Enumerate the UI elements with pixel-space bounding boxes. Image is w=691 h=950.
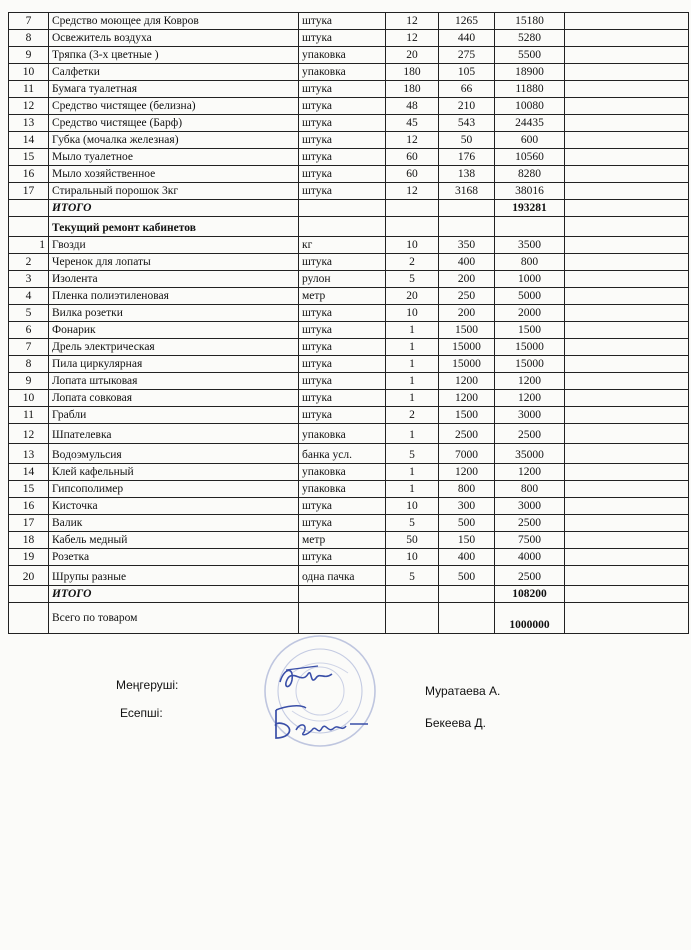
row-number: 7 — [9, 13, 49, 30]
item-price: 350 — [439, 237, 495, 254]
item-quantity: 48 — [386, 98, 439, 115]
row-number: 16 — [9, 498, 49, 515]
item-name: Средство моющее для Ковров — [49, 13, 299, 30]
item-total: 2500 — [495, 566, 565, 586]
item-name: Освежитель воздуха — [49, 30, 299, 47]
item-quantity: 12 — [386, 132, 439, 149]
item-name: Кабель медный — [49, 532, 299, 549]
item-total: 15180 — [495, 13, 565, 30]
item-unit: упаковка — [299, 64, 386, 81]
item-unit: штука — [299, 549, 386, 566]
accountant-label: Есепші: — [120, 706, 163, 720]
item-name: Шрупы разные — [49, 566, 299, 586]
item-unit: упаковка — [299, 481, 386, 498]
row-number: 8 — [9, 356, 49, 373]
item-unit: штука — [299, 515, 386, 532]
item-name: Пила циркулярная — [49, 356, 299, 373]
item-unit: штука — [299, 498, 386, 515]
item-total: 1500 — [495, 322, 565, 339]
item-quantity: 10 — [386, 498, 439, 515]
item-name: Валик — [49, 515, 299, 532]
item-total: 10080 — [495, 98, 565, 115]
item-price: 50 — [439, 132, 495, 149]
item-unit: упаковка — [299, 464, 386, 481]
item-name: Розетка — [49, 549, 299, 566]
item-name: Бумага туалетная — [49, 81, 299, 98]
item-quantity: 12 — [386, 13, 439, 30]
item-total: 1200 — [495, 373, 565, 390]
item-price: 1500 — [439, 322, 495, 339]
item-name: Лопата совковая — [49, 390, 299, 407]
item-name: Гвозди — [49, 237, 299, 254]
row-number: 8 — [9, 30, 49, 47]
item-name: Кисточка — [49, 498, 299, 515]
item-unit: упаковка — [299, 47, 386, 64]
item-unit: упаковка — [299, 424, 386, 444]
row-number: 16 — [9, 166, 49, 183]
section-title: Текущий ремонт кабинетов — [49, 217, 299, 237]
item-total: 600 — [495, 132, 565, 149]
item-name: Вилка розетки — [49, 305, 299, 322]
manager-label: Меңгеруші: — [116, 678, 179, 692]
item-unit: метр — [299, 532, 386, 549]
item-quantity: 1 — [386, 339, 439, 356]
item-total: 35000 — [495, 444, 565, 464]
item-name: Изолента — [49, 271, 299, 288]
row-number: 14 — [9, 132, 49, 149]
item-price: 500 — [439, 515, 495, 532]
item-quantity: 1 — [386, 481, 439, 498]
item-price: 275 — [439, 47, 495, 64]
item-unit: кг — [299, 237, 386, 254]
row-number: 6 — [9, 322, 49, 339]
item-price: 1500 — [439, 407, 495, 424]
item-price: 200 — [439, 305, 495, 322]
item-total: 3000 — [495, 498, 565, 515]
item-total: 2000 — [495, 305, 565, 322]
item-unit: штука — [299, 254, 386, 271]
item-quantity: 180 — [386, 81, 439, 98]
item-name: Дрель электрическая — [49, 339, 299, 356]
item-unit: штука — [299, 373, 386, 390]
item-quantity: 2 — [386, 407, 439, 424]
row-number: 3 — [9, 271, 49, 288]
item-name: Фонарик — [49, 322, 299, 339]
item-quantity: 60 — [386, 166, 439, 183]
item-unit: штука — [299, 30, 386, 47]
row-number: 11 — [9, 407, 49, 424]
item-total: 10560 — [495, 149, 565, 166]
item-quantity: 60 — [386, 149, 439, 166]
item-total: 2500 — [495, 515, 565, 532]
item-total: 15000 — [495, 356, 565, 373]
total-label: ИТОГО — [49, 200, 299, 217]
item-name: Грабли — [49, 407, 299, 424]
item-total: 800 — [495, 481, 565, 498]
total-label: ИТОГО — [49, 586, 299, 603]
item-name: Клей кафельный — [49, 464, 299, 481]
item-unit: штука — [299, 322, 386, 339]
item-name: Тряпка (3-х цветные ) — [49, 47, 299, 64]
item-price: 800 — [439, 481, 495, 498]
item-price: 15000 — [439, 356, 495, 373]
item-price: 500 — [439, 566, 495, 586]
item-unit: метр — [299, 288, 386, 305]
item-total: 1000 — [495, 271, 565, 288]
item-quantity: 2 — [386, 254, 439, 271]
item-price: 440 — [439, 30, 495, 47]
item-total: 5500 — [495, 47, 565, 64]
row-number: 15 — [9, 481, 49, 498]
item-quantity: 20 — [386, 47, 439, 64]
total-value: 108200 — [495, 586, 565, 603]
item-quantity: 1 — [386, 373, 439, 390]
item-quantity: 20 — [386, 288, 439, 305]
accountant-name: Бекеева Д. — [425, 716, 486, 730]
item-total: 3500 — [495, 237, 565, 254]
item-total: 18900 — [495, 64, 565, 81]
item-quantity: 5 — [386, 566, 439, 586]
row-number: 17 — [9, 515, 49, 532]
item-name: Водоэмульсия — [49, 444, 299, 464]
item-quantity: 10 — [386, 549, 439, 566]
item-name: Шпателевка — [49, 424, 299, 444]
item-price: 300 — [439, 498, 495, 515]
item-price: 105 — [439, 64, 495, 81]
item-price: 400 — [439, 254, 495, 271]
item-price: 7000 — [439, 444, 495, 464]
row-number: 20 — [9, 566, 49, 586]
item-unit: штука — [299, 390, 386, 407]
item-price: 210 — [439, 98, 495, 115]
item-name: Черенок для лопаты — [49, 254, 299, 271]
row-number: 17 — [9, 183, 49, 200]
item-price: 200 — [439, 271, 495, 288]
item-quantity: 1 — [386, 424, 439, 444]
row-number: 9 — [9, 47, 49, 64]
row-number: 15 — [9, 149, 49, 166]
item-total: 1200 — [495, 464, 565, 481]
total-value: 193281 — [495, 200, 565, 217]
item-price: 1200 — [439, 373, 495, 390]
grand-total-label: Всего по товаром — [49, 603, 299, 634]
item-name: Лопата штыковая — [49, 373, 299, 390]
item-total: 24435 — [495, 115, 565, 132]
item-name: Стиральный порошок 3кг — [49, 183, 299, 200]
item-price: 15000 — [439, 339, 495, 356]
row-number: 11 — [9, 81, 49, 98]
item-quantity: 1 — [386, 390, 439, 407]
item-quantity: 1 — [386, 464, 439, 481]
item-unit: штука — [299, 149, 386, 166]
item-name: Салфетки — [49, 64, 299, 81]
item-price: 66 — [439, 81, 495, 98]
item-quantity: 5 — [386, 271, 439, 288]
item-name: Губка (мочалка железная) — [49, 132, 299, 149]
row-number: 12 — [9, 98, 49, 115]
item-unit: банка усл. — [299, 444, 386, 464]
row-number: 13 — [9, 444, 49, 464]
item-unit: одна пачка — [299, 566, 386, 586]
item-price: 2500 — [439, 424, 495, 444]
item-total: 5280 — [495, 30, 565, 47]
item-total: 1200 — [495, 390, 565, 407]
grand-total-value: 1000000 — [495, 603, 565, 634]
item-name: Средство чистящее (Барф) — [49, 115, 299, 132]
row-number: 10 — [9, 390, 49, 407]
item-total: 2500 — [495, 424, 565, 444]
item-quantity: 45 — [386, 115, 439, 132]
item-quantity: 180 — [386, 64, 439, 81]
item-unit: штука — [299, 339, 386, 356]
row-number: 19 — [9, 549, 49, 566]
row-number: 4 — [9, 288, 49, 305]
item-total: 8280 — [495, 166, 565, 183]
item-price: 138 — [439, 166, 495, 183]
item-price: 150 — [439, 532, 495, 549]
item-price: 1265 — [439, 13, 495, 30]
item-unit: штука — [299, 183, 386, 200]
item-quantity: 1 — [386, 356, 439, 373]
item-quantity: 12 — [386, 183, 439, 200]
row-number: 1 — [9, 237, 49, 254]
item-quantity: 1 — [386, 322, 439, 339]
item-unit: штука — [299, 13, 386, 30]
item-total: 15000 — [495, 339, 565, 356]
item-unit: рулон — [299, 271, 386, 288]
item-total: 5000 — [495, 288, 565, 305]
item-unit: штука — [299, 81, 386, 98]
item-unit: штука — [299, 305, 386, 322]
item-price: 250 — [439, 288, 495, 305]
item-price: 176 — [439, 149, 495, 166]
item-quantity: 5 — [386, 444, 439, 464]
item-name: Мыло туалетное — [49, 149, 299, 166]
row-number: 18 — [9, 532, 49, 549]
item-price: 543 — [439, 115, 495, 132]
item-price: 400 — [439, 549, 495, 566]
item-price: 1200 — [439, 390, 495, 407]
row-number: 2 — [9, 254, 49, 271]
item-name: Мыло хозяйственное — [49, 166, 299, 183]
item-quantity: 50 — [386, 532, 439, 549]
item-total: 7500 — [495, 532, 565, 549]
row-number: 7 — [9, 339, 49, 356]
item-name: Средство чистящее (белизна) — [49, 98, 299, 115]
item-unit: штука — [299, 115, 386, 132]
row-number: 13 — [9, 115, 49, 132]
row-number: 14 — [9, 464, 49, 481]
item-quantity: 10 — [386, 305, 439, 322]
manager-signature — [274, 660, 338, 696]
row-number: 5 — [9, 305, 49, 322]
item-quantity: 5 — [386, 515, 439, 532]
accountant-signature — [266, 702, 378, 744]
item-name: Пленка полиэтиленовая — [49, 288, 299, 305]
item-unit: штука — [299, 166, 386, 183]
item-price: 3168 — [439, 183, 495, 200]
item-total: 38016 — [495, 183, 565, 200]
row-number: 12 — [9, 424, 49, 444]
item-unit: штука — [299, 132, 386, 149]
item-total: 11880 — [495, 81, 565, 98]
item-unit: штука — [299, 98, 386, 115]
item-name: Гипсополимер — [49, 481, 299, 498]
item-price: 1200 — [439, 464, 495, 481]
item-unit: штука — [299, 356, 386, 373]
row-number: 10 — [9, 64, 49, 81]
item-quantity: 12 — [386, 30, 439, 47]
item-total: 4000 — [495, 549, 565, 566]
manager-name: Муратаева А. — [425, 684, 501, 698]
row-number: 9 — [9, 373, 49, 390]
item-unit: штука — [299, 407, 386, 424]
item-total: 800 — [495, 254, 565, 271]
item-total: 3000 — [495, 407, 565, 424]
item-quantity: 10 — [386, 237, 439, 254]
